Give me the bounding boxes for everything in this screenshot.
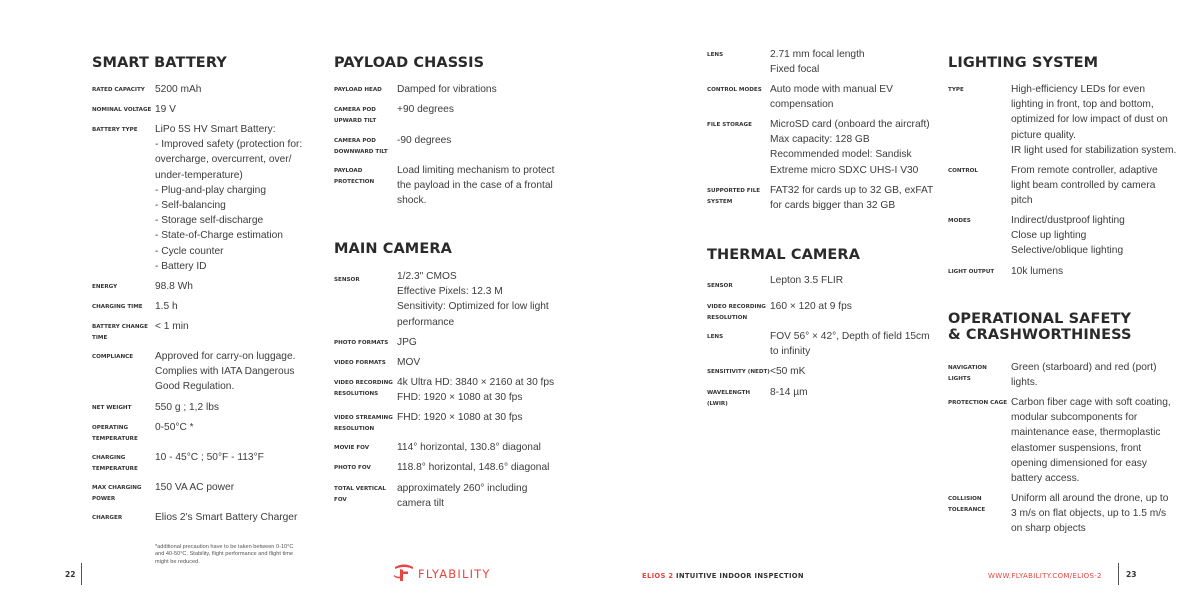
section-title: MAIN CAMERA xyxy=(334,241,452,257)
spec-label: NOMINAL VOLTAGE xyxy=(92,107,152,113)
spec-label: LENS xyxy=(707,52,724,58)
spec-value: 19 V xyxy=(155,104,176,115)
page-number: 23 xyxy=(1126,570,1137,579)
spec-label: WAVELENGTH (LWIR) xyxy=(707,390,751,407)
spec-label: PROTECTION CAGE xyxy=(948,400,1008,406)
section-title: OPERATIONAL SAFETY & CRASHWORTHINESS xyxy=(948,311,1132,343)
spec-value: FAT32 for cards up to 32 GB, exFAT for cards bigger than 32 GB xyxy=(770,185,934,212)
section-title: THERMAL CAMERA xyxy=(707,247,861,263)
spec-value: <50 mK xyxy=(770,366,806,377)
spec-label: TOTAL VERTICAL FOV xyxy=(334,486,386,503)
spec-value: 150 VA AC power xyxy=(155,482,235,493)
spec-value: 2.71 mm focal length Fixed focal xyxy=(770,49,865,76)
spec-value: LiPo 5S HV Smart Battery: - Improved safety (protection for: overcharge, overcurrent, over/ under-temperature) - Plug-and-play charging - Self-balancing - Storage self-discharge - State-of-Charge estimation - Cycle counter - Battery ID xyxy=(155,124,303,272)
spec-label: VIDEO FORMATS xyxy=(334,360,386,366)
spec-label: TYPE xyxy=(948,87,964,93)
spec-label: VIDEO RECORDING RESOLUTIONS xyxy=(334,380,393,397)
spec-label: CHARGING TIME xyxy=(92,304,143,310)
spec-label: SUPPORTED FILE SYSTEM xyxy=(707,188,761,205)
spec-label: FILE STORAGE xyxy=(707,122,752,128)
spec-value: Green (starboard) and red (port) lights. xyxy=(1011,362,1157,389)
spec-label: NET WEIGHT xyxy=(92,405,132,411)
spec-value: +90 degrees xyxy=(397,104,454,115)
spec-label: BATTERY CHANGE TIME xyxy=(92,324,148,341)
spec-label: COLLISION TOLERANCE xyxy=(948,496,986,513)
spec-label: CONTROL MODES xyxy=(707,87,762,93)
spec-label: CONTROL xyxy=(948,168,978,174)
spec-label: CHARGING TEMPERATURE xyxy=(92,455,138,472)
website-link[interactable]: WWW.FLYABILITY.COM/ELIOS-2 xyxy=(988,572,1102,580)
spec-label: ENERGY xyxy=(92,284,118,290)
spec-label: PHOTO FOV xyxy=(334,465,371,471)
tagline-brand: ELIOS 2 xyxy=(642,572,674,580)
footnote: *additional precaution have to be taken between 0-10°C and 40-50°C. Stability, flight performance and flight time might be reduced. xyxy=(155,544,294,565)
spec-label: CHARGER xyxy=(92,515,123,521)
right-page xyxy=(600,0,1200,600)
spec-value: Indirect/dustproof lighting Close up lighting Selective/oblique lighting xyxy=(1011,215,1125,257)
spec-value: JPG xyxy=(397,337,417,348)
spec-value: MOV xyxy=(397,357,421,368)
spec-value: 5200 mAh xyxy=(155,84,202,95)
spec-value: Damped for vibrations xyxy=(397,84,497,95)
spec-label: BATTERY TYPE xyxy=(92,127,138,133)
page-divider xyxy=(1118,563,1119,585)
spec-value: 1.5 h xyxy=(155,301,178,312)
logo-text: FLYABILITY xyxy=(418,567,491,581)
spec-label: RATED CAPACITY xyxy=(92,87,145,93)
spec-label: MAX CHARGING POWER xyxy=(92,485,142,502)
spec-label: PAYLOAD HEAD xyxy=(334,87,382,93)
spec-label: SENSOR xyxy=(707,283,733,289)
spec-value: 10k lumens xyxy=(1011,266,1064,277)
spec-value: 0-50°C * xyxy=(155,422,194,433)
page-divider xyxy=(81,563,82,585)
page-number: 22 xyxy=(65,570,76,579)
flyability-logo-icon xyxy=(392,561,416,583)
spec-value: From remote controller, adaptive light beam controlled by camera pitch xyxy=(1011,165,1158,207)
spec-value: Auto mode with manual EV compensation xyxy=(770,84,893,111)
spec-label: VIDEO STREAMING RESOLUTION xyxy=(334,415,393,432)
spec-label: SENSOR xyxy=(334,277,360,283)
spec-value: 160 × 120 at 9 fps xyxy=(770,301,852,312)
spec-label: CAMERA POD DOWNWARD TILT xyxy=(334,138,388,155)
spec-label: CAMERA POD UPWARD TILT xyxy=(334,107,377,124)
spec-label: VIDEO RECORDING RESOLUTION xyxy=(707,304,766,321)
spec-label: MOVIE FOV xyxy=(334,445,370,451)
spec-value: Carbon fiber cage with soft coating, modular subcomponents for maintenance ease, thermoplastic elastomer suspensions, front opening dimensioned for easy battery access. xyxy=(1011,397,1171,485)
spec-value: Lepton 3.5 FLIR xyxy=(770,275,844,286)
spec-value: Approved for carry-on luggage. Complies with IATA Dangerous Good Regulation. xyxy=(155,351,296,393)
spec-label: PHOTO FORMATS xyxy=(334,340,389,346)
spec-label: PAYLOAD PROTECTION xyxy=(334,168,375,185)
spec-value: 10 - 45°C ; 50°F - 113°F xyxy=(155,452,264,463)
spec-value: 550 g ; 1,2 lbs xyxy=(155,402,220,413)
spec-value: < 1 min xyxy=(155,321,189,332)
spec-value: 8-14 µm xyxy=(770,387,808,398)
spec-value: Load limiting mechanism to protect the payload in the case of a frontal shock. xyxy=(397,165,555,207)
spec-value: FHD: 1920 × 1080 at 30 fps xyxy=(397,412,523,423)
spec-value: -90 degrees xyxy=(397,135,452,146)
spec-value: 4k Ultra HD: 3840 × 2160 at 30 fps FHD: 1920 × 1080 at 30 fps xyxy=(397,377,555,404)
tagline-text: INTUITIVE INDOOR INSPECTION xyxy=(673,572,804,580)
section-title: PAYLOAD CHASSIS xyxy=(334,55,485,71)
spec-label: MODES xyxy=(948,218,971,224)
spec-label: OPERATING TEMPERATURE xyxy=(92,425,138,442)
spec-label: LENS xyxy=(707,334,724,340)
spec-value: 114° horizontal, 130.8° diagonal xyxy=(397,442,541,453)
tagline xyxy=(642,572,804,580)
spec-label: NAVIGATION LIGHTS xyxy=(948,365,987,382)
spec-value: FOV 56° × 42°, Depth of field 15cm to infinity xyxy=(770,331,930,358)
flyability-logo xyxy=(392,561,491,583)
spec-value: 118.8° horizontal, 148.6° diagonal xyxy=(397,462,550,473)
spec-value: Uniform all around the drone, up to 3 m/s on flat objects, up to 1.5 m/s on sharp objects xyxy=(1011,493,1169,535)
spec-value: 98.8 Wh xyxy=(155,281,193,292)
spec-value: High-efficiency LEDs for even lighting in front, top and bottom, optimized for low impact of dust on picture quality. IR light used for stabilization system. xyxy=(1011,84,1177,156)
spec-label: LIGHT OUTPUT xyxy=(948,269,995,275)
section-title: SMART BATTERY xyxy=(92,55,227,71)
spec-label: SENSITIVITY (NEDT) xyxy=(707,369,770,375)
spec-value: MicroSD card (onboard the aircraft) Max capacity: 128 GB Recommended model: Sandisk Extreme micro SDXC UHS-I V30 xyxy=(770,119,930,176)
section-title: LIGHTING SYSTEM xyxy=(948,55,1099,71)
spec-value: Elios 2's Smart Battery Charger xyxy=(155,512,298,523)
spec-label: COMPLIANCE xyxy=(92,354,134,360)
spec-value: 1/2.3" CMOS Effective Pixels: 12.3 M Sensitivity: Optimized for low light performance xyxy=(397,271,549,328)
spec-value: approximately 260° including camera tilt xyxy=(397,483,528,510)
